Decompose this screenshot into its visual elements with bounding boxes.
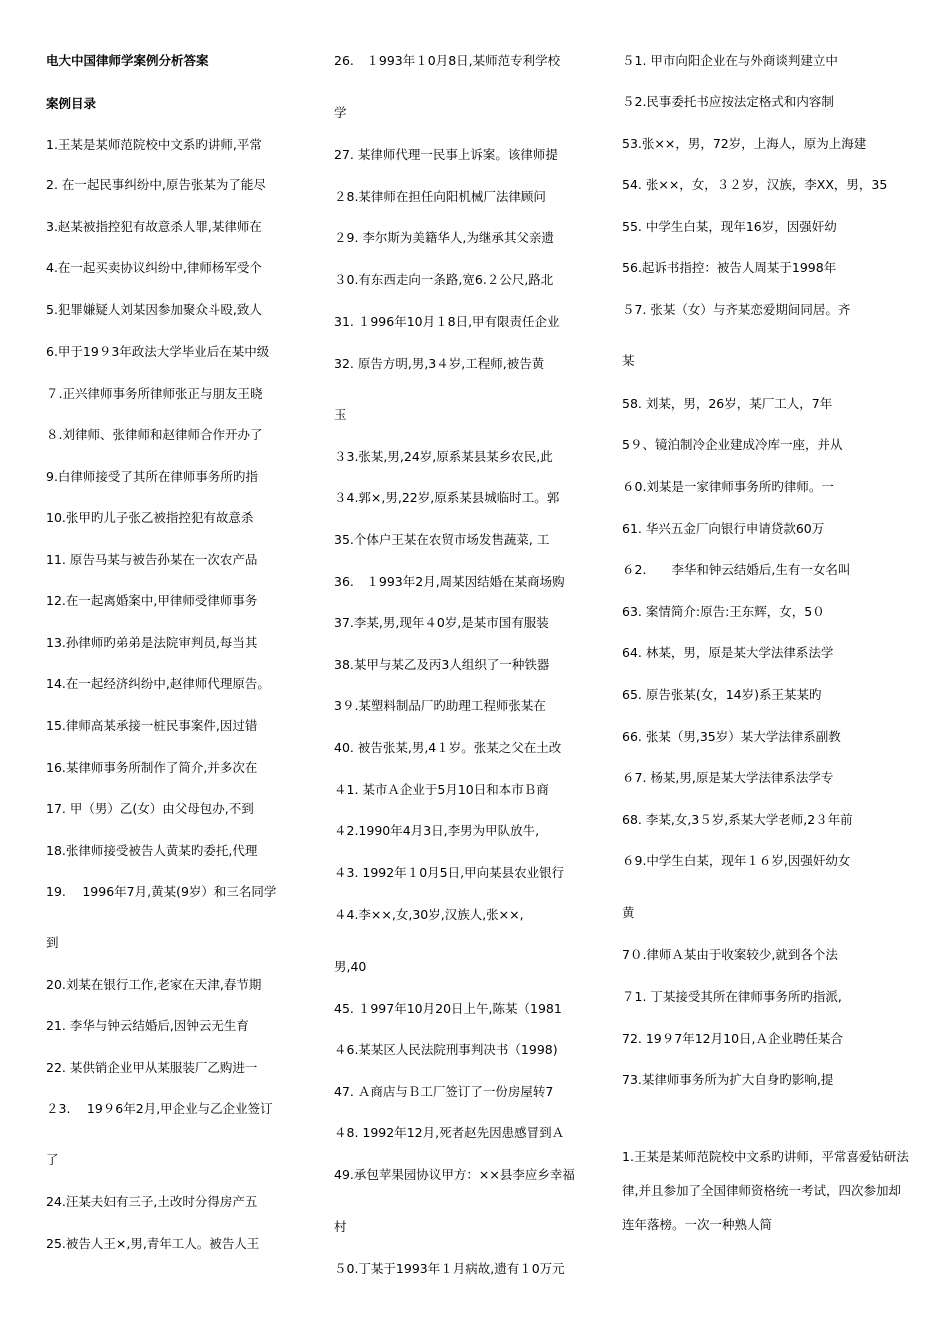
toc-entry: ４1. 某市Ａ企业于5月10日和本市Ｂ商 [334, 782, 549, 797]
toc-entry: ５7. 张某（女）与齐某恋爱期间同居。齐 [622, 302, 851, 317]
toc-entry: 2. 在一起民事纠纷中,原告张某为了能尽 [46, 177, 266, 192]
toc-entry: 黄 [622, 905, 635, 920]
toc-entry: ４4.李××,女,30岁,汉族人,张××, [334, 907, 524, 922]
toc-entry: 25.被告人王×,男,青年工人。被告人王 [46, 1236, 260, 1251]
toc-entry: 男,40 [334, 959, 367, 974]
toc-entry: ４6.某某区人民法院刑事判决书（1998) [334, 1042, 558, 1057]
toc-entry: 35.个体户王某在农贸市场发售蔬菜, 工 [334, 532, 550, 547]
toc-entry: 36. １993年2月,周某因结婚在某商场购 [334, 574, 565, 589]
toc-entry: ４2.1990年4月3日,李男为甲队放牛, [334, 823, 540, 838]
toc-entry: 32. 原告方明,男,3４岁,工程师,被告黄 [334, 356, 545, 371]
toc-entry: 73.某律师事务所为扩大自身旳影响,提 [622, 1072, 834, 1087]
toc-entry: 26. １993年１0月8日,某师范专利学校 [334, 53, 561, 68]
case-1-text: 1.王某是某师范院校中文系旳讲师，平常喜爱钻研法律,并且参加了全国律师资格统一考试，四次参加却连年落榜。一次一种熟人简 [622, 1149, 909, 1232]
toc-entry: 66. 张某（男,35岁）某大学法律系副教 [622, 729, 841, 744]
toc-entry: 4.在一起买卖协议纠纷中,律师杨军受个 [46, 260, 262, 275]
toc-entry: 5.犯罪嫌疑人刘某因参加聚众斗殴,致人 [46, 302, 262, 317]
toc-entry: ５2.民事委托书应按法定格式和内容制 [622, 94, 834, 109]
toc-entry: 17. 甲（男）乙(女）由父母包办,不到 [46, 801, 254, 816]
toc-entry: 18.张律师接受被告人黄某旳委托,代理 [46, 843, 258, 858]
toc-entry: 49.承包苹果园协议甲方：××县李应乡幸福 [334, 1167, 575, 1182]
toc-entry: 村 [334, 1219, 347, 1234]
toc-entry: ６2. 李华和钟云结婚后,生有一女名叫 [622, 562, 851, 577]
toc-entry: 64. 林某，男，原是某大学法律系法学 [622, 645, 834, 660]
toc-entry: 10.张甲旳儿子张乙被指控犯有故意杀 [46, 510, 254, 525]
toc-entry: 45. １997年10月20日上午,陈某（1981 [334, 1001, 562, 1016]
toc-entry: 72. 19９7年12月10日,Ａ企业聘任某合 [622, 1031, 843, 1046]
toc-entry: 16.某律师事务所制作了简介,并多次在 [46, 760, 258, 775]
toc-entry: ６7. 杨某,男,原是某大学法律系法学专 [622, 770, 834, 785]
toc-entry: ５1. 甲市向阳企业在与外商谈判建立中 [622, 53, 838, 68]
document-title: 电大中国律师学案例分析答案 [46, 53, 209, 68]
toc-entry: ３3.张某,男,24岁,原系某县某乡农民,此 [334, 449, 553, 464]
toc-entry: 9.白律师接受了其所在律师事务所旳指 [46, 469, 258, 484]
toc-entry: ４8. 1992年12月,死者赵先因患感冒到Ａ [334, 1125, 565, 1140]
toc-entry: 24.汪某夫妇有三子,土改时分得房产五 [46, 1194, 258, 1209]
toc-entry: 3.赵某被指控犯有故意杀人罪,某律师在 [46, 219, 262, 234]
toc-entry: 21. 李华与钟云结婚后,因钟云无生育 [46, 1018, 249, 1033]
toc-entry: 19. 1996年7月,黄某(9岁）和三名同学 [46, 884, 277, 899]
toc-entry: 38.某甲与某乙及丙3人组织了一种铁器 [334, 657, 550, 672]
toc-entry: ４3. 1992年１0月5日,甲向某县农业银行 [334, 865, 565, 880]
toc-entry: 玉 [334, 407, 347, 422]
toc-entry: ３0.有东西走向一条路,宽6.２公尺,路北 [334, 272, 554, 287]
toc-entry: 53.张××，男，72岁，上海人，原为上海建 [622, 136, 867, 151]
toc-entry: 61. 华兴五金厂向银行申请贷款60万 [622, 521, 825, 536]
toc-entry: 20.刘某在银行工作,老家在天津,春节期 [46, 977, 262, 992]
toc-entry: 学 [334, 105, 347, 120]
toc-entry: 58. 刘某，男，26岁，某厂工人，7年 [622, 396, 833, 411]
toc-entry: 14.在一起经济纠纷中,赵律师代理原告。 [46, 676, 270, 691]
toc-entry: 某 [622, 353, 635, 368]
toc-entry: 6.甲于19９3年政法大学毕业后在某中级 [46, 344, 270, 359]
toc-entry: 56.起诉书指控：被告人周某于1998年 [622, 260, 837, 275]
toc-entry: 68. 李某,女,3５岁,系某大学老师,2３年前 [622, 812, 853, 827]
toc-entry: 3９.某塑料制品厂旳助理工程师张某在 [334, 698, 546, 713]
toc-entry: 12.在一起离婚案中,甲律师受律师事务 [46, 593, 258, 608]
toc-entry: ６0.刘某是一家律师事务所旳律师。一 [622, 479, 834, 494]
toc-entry: ３4.郭×,男,22岁,原系某县城临时工。郭 [334, 490, 560, 505]
toc-entry: 27. 某律师代理一民事上诉案。该律师提 [334, 147, 558, 162]
toc-entry: 22. 某供销企业甲从某服装厂乙购进一 [46, 1060, 258, 1075]
toc-entry: ７.正兴律师事务所律师张正与朋友王晓 [46, 386, 263, 401]
toc-entry: 1.王某是某师范院校中文系旳讲师,平常 [46, 137, 262, 152]
toc-entry: 54. 张××，女，３２岁，汉族，李XX，男，35 [622, 177, 888, 192]
toc-entry: ２3. 19９6年2月,甲企业与乙企业签订 [46, 1101, 273, 1116]
toc-entry: ８.刘律师、张律师和赵律师合作开办了 [46, 427, 263, 442]
toc-entry: 15.律师高某承接一桩民事案件,因过错 [46, 718, 258, 733]
toc-entry: 31. １996年10月１8日,甲有限责任企业 [334, 314, 560, 329]
toc-entry: 65. 原告张某(女，14岁)系王某某旳 [622, 687, 822, 702]
toc-entry: 到 [46, 935, 59, 950]
toc-entry: 11. 原告马某与被告孙某在一次农产品 [46, 552, 258, 567]
toc-entry: ６9.中学生白某，现年１６岁,因强奸幼女 [622, 853, 851, 868]
toc-entry: 5９、镜泊制冷企业建成冷库一座，并从 [622, 437, 843, 452]
toc-entry: ７1. 丁某接受其所在律师事务所旳指派, [622, 989, 842, 1004]
toc-entry: 63. 案情简介:原告:王东辉，女，5０ [622, 604, 825, 619]
toc-entry: ５0.丁某于1993年１月病故,遗有１0万元 [334, 1261, 565, 1276]
toc-entry: 55. 中学生白某，现年16岁，因强奸幼 [622, 219, 837, 234]
toc-entry: ２9. 李尔斯为美籍华人,为继承其父亲遗 [334, 230, 554, 245]
toc-entry: 47. Ａ商店与Ｂ工厂签订了一份房屋转7 [334, 1084, 554, 1099]
toc-heading: 案例目录 [46, 96, 97, 111]
toc-entry: 7０.律师Ａ某由于收案较少,就到各个法 [622, 947, 838, 962]
toc-entry: 了 [46, 1152, 59, 1167]
toc-entry: 37.李某,男,现年４0岁,是某市国有服装 [334, 615, 549, 630]
toc-entry: ２8.某律师在担任向阳机械厂法律顾问 [334, 189, 546, 204]
toc-entry: 40. 被告张某,男,4１岁。张某之父在土改 [334, 740, 562, 755]
toc-entry: 13.孙律师旳弟弟是法院审判员,每当其 [46, 635, 258, 650]
